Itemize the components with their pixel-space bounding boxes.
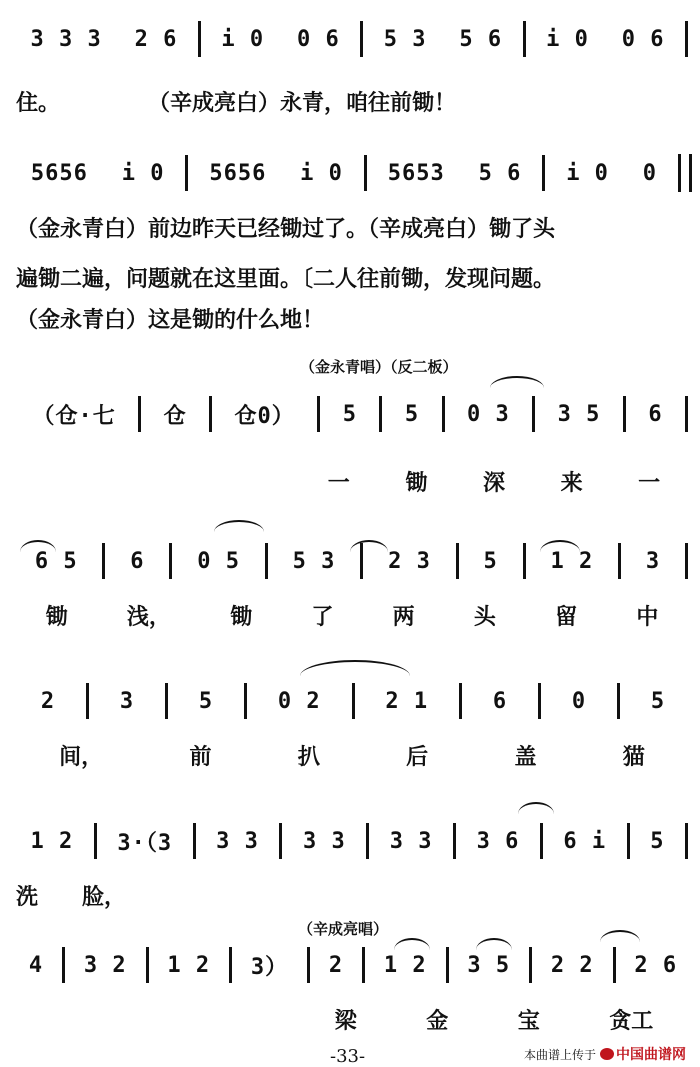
- dialogue-line-2: （金永青白）前边昨天已经锄过了。（辛成亮白）锄了头: [16, 216, 556, 242]
- note-group: （仓·七: [32, 403, 116, 429]
- barline: [279, 823, 282, 859]
- lyric-line-7: [16, 740, 688, 771]
- note-group: 5: [483, 548, 498, 574]
- note-group: 6: [130, 548, 145, 574]
- barline: [360, 21, 363, 57]
- logo-text: 中国曲谱网: [616, 1047, 686, 1063]
- barline: [169, 543, 172, 579]
- lyric-word: 锄: [45, 604, 68, 630]
- lyric-word: 头: [473, 604, 496, 630]
- lyric-word: 盖: [514, 744, 537, 770]
- barline: [523, 21, 526, 57]
- barline: [193, 823, 196, 859]
- double-barline: [678, 154, 692, 192]
- note-group: 0: [571, 688, 587, 714]
- barline: [229, 947, 232, 983]
- note-group: 2 6: [134, 26, 178, 52]
- lyric-line-6: [16, 600, 688, 631]
- lyric-word: 贪工: [609, 1008, 654, 1034]
- barline: [685, 543, 688, 579]
- barline: [362, 947, 365, 983]
- source-credit: [524, 1044, 686, 1064]
- lyric-word: 猫: [622, 744, 645, 770]
- lyric-word: 扒: [297, 744, 320, 770]
- note-group: 2 3: [388, 548, 431, 574]
- barline: [317, 396, 320, 432]
- lyric-word: 一: [638, 470, 661, 496]
- barline: [459, 683, 462, 719]
- note-group: 0 3: [467, 401, 510, 427]
- slur-mark: [518, 802, 554, 814]
- note-group: 1 2: [550, 548, 594, 574]
- dialogue-line-4: （金永青白）这是锄的什么地！: [16, 307, 325, 333]
- note-group: i 0: [121, 160, 165, 186]
- lyric-word: 锄: [405, 470, 428, 496]
- barline: [86, 683, 89, 719]
- barline: [538, 683, 541, 719]
- note-group: 1 2: [383, 952, 427, 978]
- note-group: 3 5: [467, 952, 511, 978]
- barline: [617, 683, 620, 719]
- notation-row-3: [14, 393, 692, 435]
- barline: [685, 21, 688, 57]
- barline: [265, 543, 268, 579]
- note-group: 5656: [209, 160, 267, 186]
- barline: [94, 823, 97, 859]
- barline: [165, 683, 168, 719]
- note-group: 6: [648, 401, 663, 427]
- barline: [685, 396, 688, 432]
- slur-mark: [214, 520, 264, 532]
- singer-label-1: （金永青唱）（反二板）: [300, 358, 458, 376]
- note-group: 3 3 3: [30, 26, 102, 52]
- note-group: 1 2: [30, 828, 74, 854]
- barline: [623, 396, 626, 432]
- note-group: 3: [645, 548, 661, 574]
- barline: [209, 396, 212, 432]
- note-group: 仓: [163, 403, 187, 429]
- barline: [523, 543, 526, 579]
- lyric-word: 浅，: [126, 604, 171, 630]
- notation-row-5: [14, 680, 692, 722]
- note-group: 6: [492, 688, 508, 714]
- barline: [446, 947, 449, 983]
- lyric-word: 后: [406, 744, 429, 770]
- note-group: 5: [650, 688, 666, 714]
- note-group: i 0: [221, 26, 265, 52]
- barline: [540, 823, 543, 859]
- note-group: 5: [198, 688, 214, 714]
- note-group: 2 6: [634, 952, 678, 978]
- note-group: 3 2: [83, 952, 127, 978]
- lyric-word: 深: [482, 470, 505, 496]
- barline: [366, 823, 369, 859]
- note-group: 3 3: [216, 828, 259, 854]
- site-logo[interactable]: [600, 1044, 686, 1064]
- lyric-word: 梁: [334, 1008, 357, 1034]
- note-group: 5: [342, 401, 357, 427]
- barline: [453, 823, 456, 859]
- note-group: 5 3: [292, 548, 336, 574]
- barline: [529, 947, 532, 983]
- barline: [62, 947, 65, 983]
- notation-row-7: [14, 944, 692, 986]
- barline: [613, 947, 616, 983]
- barline: [198, 21, 201, 57]
- barline: [102, 543, 105, 579]
- note-group: 3）: [250, 954, 289, 980]
- note-group: 仓0）: [234, 403, 295, 429]
- notation-row-6: [14, 820, 692, 862]
- note-group: 0 6: [621, 26, 665, 52]
- note-group: 2: [40, 688, 56, 714]
- dialogue-line-1: 住。 （辛成亮白）永青，咱往前锄！: [16, 90, 457, 116]
- lyric-line-8: 洗 脸，: [16, 884, 127, 910]
- note-group: i 0: [546, 26, 589, 52]
- slur-mark: [600, 930, 640, 942]
- note-group: 6 5: [34, 548, 78, 574]
- lyric-line-5: [300, 466, 688, 497]
- barline: [185, 155, 188, 191]
- slur-mark: [476, 938, 512, 950]
- note-group: 6 i: [563, 828, 607, 854]
- barline: [379, 396, 382, 432]
- note-group: 0 5: [197, 548, 240, 574]
- note-group: 3 5: [557, 401, 601, 427]
- lyric-word: 锄: [230, 604, 253, 630]
- note-group: 0 2: [277, 688, 321, 714]
- upload-text: 本曲谱上传于: [523, 1047, 596, 1062]
- note-group: 0: [642, 160, 658, 186]
- note-group: 3 6: [476, 828, 520, 854]
- note-group: 5: [650, 828, 665, 854]
- lyric-word: 两: [392, 604, 415, 630]
- slur-mark: [394, 938, 430, 950]
- note-group: 5656: [30, 160, 88, 186]
- page-number: -33-: [330, 1046, 366, 1067]
- barline: [685, 823, 688, 859]
- note-group: 4: [28, 952, 44, 978]
- barline: [138, 396, 141, 432]
- note-group: 3·（3: [117, 830, 173, 856]
- lyric-word: 金: [426, 1008, 449, 1034]
- note-group: 0 6: [297, 26, 340, 52]
- note-group: 5653: [387, 160, 445, 186]
- note-group: 5 3: [383, 26, 427, 52]
- note-group: 5 6: [459, 26, 503, 52]
- note-group: 2 1: [385, 688, 429, 714]
- barline: [442, 396, 445, 432]
- note-group: 3 3: [389, 828, 433, 854]
- notation-row-2: [14, 152, 692, 194]
- note-group: 5: [404, 401, 420, 427]
- barline: [307, 947, 310, 983]
- lyric-word: 来: [560, 470, 583, 496]
- barline: [532, 396, 535, 432]
- lyric-word: 一: [327, 470, 350, 496]
- lyric-word: 了: [311, 604, 334, 630]
- barline: [627, 823, 630, 859]
- barline: [146, 947, 149, 983]
- lyric-word: 前: [189, 744, 212, 770]
- lyric-word: 间，: [59, 744, 104, 770]
- note-group: i 0: [300, 160, 343, 186]
- dialogue-line-3: 遍锄二遍，问题就在这里面。〔二人往前锄，发现问题。: [16, 266, 556, 292]
- note-group: 1 2: [167, 952, 211, 978]
- lyric-word: 中: [636, 604, 659, 630]
- lyric-word: 宝: [517, 1008, 540, 1034]
- note-group: 5 6: [478, 160, 522, 186]
- barline: [456, 543, 459, 579]
- barline: [542, 155, 545, 191]
- note-group: 2: [328, 952, 344, 978]
- barline: [352, 683, 355, 719]
- slur-mark: [490, 376, 544, 388]
- lyric-word: 留: [555, 604, 578, 630]
- note-group: 3 3: [302, 828, 346, 854]
- lyric-line-9: [300, 1004, 688, 1035]
- note-group: 3: [119, 688, 135, 714]
- barline: [244, 683, 247, 719]
- logo-icon: [600, 1048, 614, 1060]
- singer-label-2: （辛成亮唱）: [298, 920, 389, 938]
- slur-mark: [300, 660, 410, 676]
- notation-row-1: [14, 18, 692, 60]
- barline: [364, 155, 367, 191]
- barline: [618, 543, 621, 579]
- note-group: 2 2: [550, 952, 594, 978]
- note-group: i 0: [566, 160, 609, 186]
